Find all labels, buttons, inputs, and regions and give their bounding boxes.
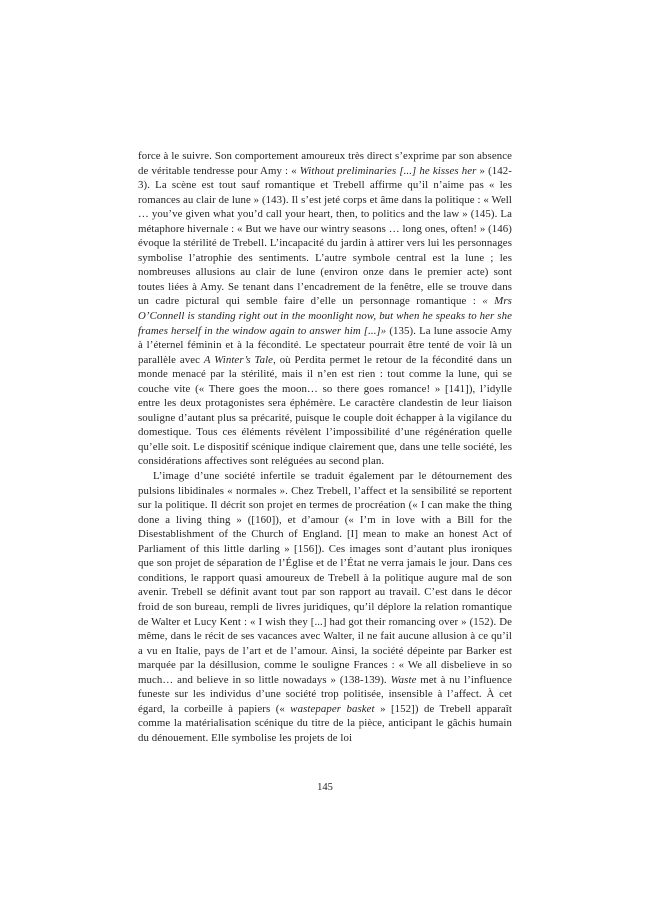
text-block [138, 149, 512, 745]
text-run: force à le suivre. Son comportement amoureux très direct s’exprime par son absence de véritable tendresse pour Amy : « [138, 150, 512, 177]
text-run: L’image d’une société infertile se traduit également par le détournement des pulsions libidinales « normales ». Chez Trebell, l’affect et la sensibilité se reportent sur la politique. Il décrit son projet en termes de procréation (« I can make the thing done a living thing » ([160]), et d’amour (« I’m in love with a Bill for the Disestablishment of the Church of England. [I] mean to make an honest Act of Parliament of this little darling » [156]). Ces images sont d’autant plus ironiques que son projet de séparation de l’Église et de l’État ne verra jamais le jour. Dans ces conditions, le rapport quasi amoureux de Trebell à la politique augure mal de son avenir. Trebell se définit avant tout par son rapport au travail. C’est dans le décor froid de son bureau, rempli de livres juridiques, qu’il déplore la relation romantique de Walter et Lucy Kent : « I wish they [...] had got their romancing over » (152). De même, dans le récit de ses vacances avec Walter, il ne fait aucune allusion à ce qu’il a vu en Italie, pays de l’art et de l’amour. Ainsi, la société dépeinte par Barker est marquée par la désillusion, comme le souligne Frances : « We all disbelieve in so much… and believe in so little nowadays » (138-139). [138, 470, 512, 686]
paragraph [138, 469, 512, 745]
paragraph [138, 149, 512, 469]
italic-quote-run: « Mrs O’Connell is standing right out in the moonlight now, but when he speaks to her she frames herself in the window again to answer him [...]» [138, 295, 512, 337]
italic-quote-run: A Winter’s Tale [203, 353, 274, 366]
text-run: , où Perdita permet le retour de la fécondité dans un monde menacé par la stérilité, mais il n’en est rien : tout comme la lune, qui se couche vite (« There goes the moon… so there goes romance! » [141]), l’idylle entre les deux protagonistes sera éphémère. Le caractère clandestin de leur liaison souligne d’autant plus sa précarité, puisque le couple doit échapper à la vigilance du domestique. Tous ces éléments révèlent l’impossibilité d’une régénération quelle qu’elle soit. Le dispositif scénique indique clairement que, dans une telle société, les considérations affectives sont reléguées au second plan. [138, 353, 512, 468]
page-number: 145 [317, 782, 333, 793]
italic-quote-run: wastepaper basket [290, 702, 375, 715]
italic-quote-run: Without preliminaries [...] he kisses her [299, 164, 477, 177]
text-run: » (142-3). La scène est tout sauf romantique et Trebell affirme qu’il n’aime pas « les romances au clair de lune » (143). Il s’est jeté corps et âme dans la politique : « Well … you’ve given what you’d call your heart, then, to politics and the law » (145). La métaphore hivernale : « But we have our wintry seasons … long ones, often! » (146) évoque la stérilité de Trebell. L’incapacité du jardin à attirer vers lui les personnages symbolise l’atrophie des sentiments. L’autre symbole central est la lune ; les nombreuses allusions au clair de lune (environ onze dans le premier acte) sont toutes liées à Amy. Se tenant dans l’encadrement de la fenêtre, elle se trouve dans un cadre pictural qui semble faire d’elle un personnage romantique : [138, 164, 513, 308]
text-run: (135). La lune associe Amy à l’éternel féminin et à la fécondité. Le spectateur pourrait être tenté de voir là un parallèle avec [138, 324, 512, 366]
text-run: » [152]) de Trebell apparaît comme la matérialisation scénique du titre de la pièce, anticipant le gâchis humain du dénouement. Elle symbolise les projets de loi [138, 702, 512, 744]
text-run: met à nu l’influence funeste sur les individus d’une société trop politisée, insensible à l’affect. À cet égard, la corbeille à papiers (« [138, 673, 512, 715]
italic-quote-run: Waste [390, 673, 417, 686]
